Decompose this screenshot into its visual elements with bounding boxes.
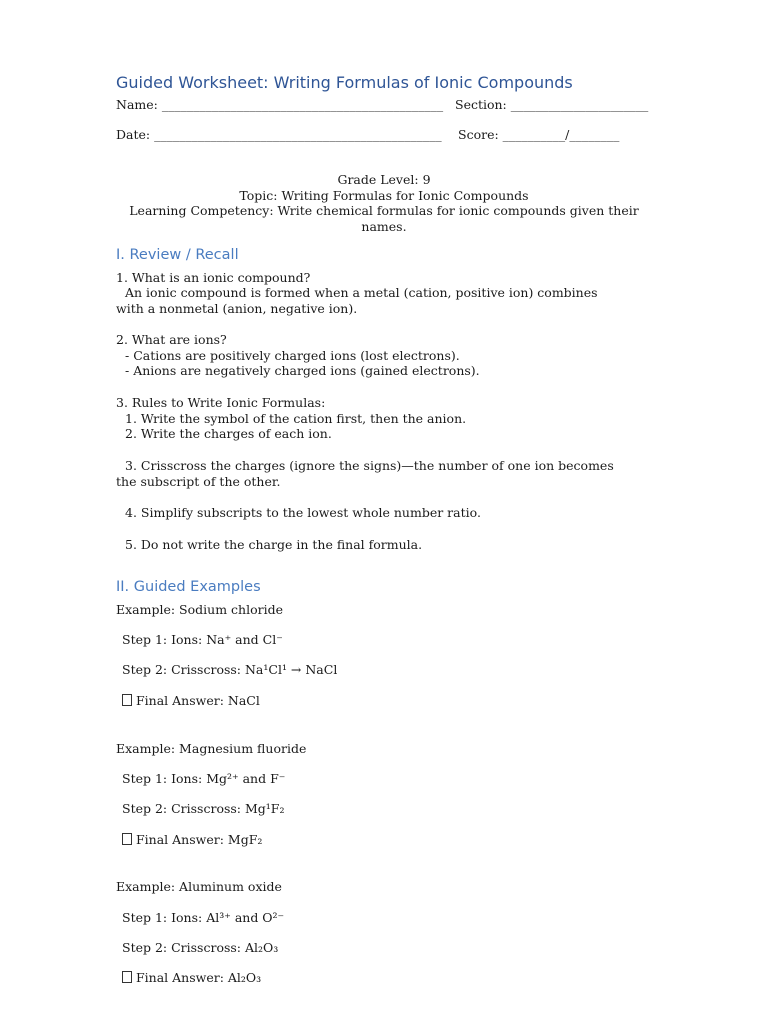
- example-step-2: Step 2: Crisscross: Mg¹F₂: [122, 801, 285, 816]
- example-step-1: Step 1: Ions: Mg²⁺ and F⁻: [122, 771, 286, 786]
- examples-heading: II. Guided Examples: [116, 579, 261, 595]
- example-final-answer: [122, 970, 261, 985]
- name-field: Name: _____________________________________________: [116, 97, 444, 112]
- example-step-1: Step 1: Ions: Na⁺ and Cl⁻: [122, 632, 283, 647]
- section-field: Section: ______________________: [455, 97, 649, 112]
- learning-competency: Learning Competency: Write chemical formulas for ionic compounds given their names.: [129, 203, 639, 234]
- example-title: Example: Magnesium fluoride: [116, 741, 307, 756]
- worksheet-title: Guided Worksheet: Writing Formulas of Ionic Compounds: [116, 73, 573, 92]
- anions-definition: - Anions are negatively charged ions (gained electrons).: [125, 363, 480, 378]
- final-answer-text: Final Answer: NaCl: [136, 693, 260, 708]
- rule-1: 1. Write the symbol of the cation first, then the anion.: [125, 411, 467, 426]
- checkbox-icon: [122, 971, 132, 983]
- review-question-1: 1. What is an ionic compound?: [116, 270, 311, 285]
- final-answer-text: Final Answer: Al₂O₃: [136, 970, 262, 985]
- review-question-3: 3. Rules to Write Ionic Formulas:: [116, 395, 326, 410]
- review-answer-1: An ionic compound is formed when a metal (cation, positive ion) combines with a nonmetal (anion, negative ion).: [116, 285, 598, 316]
- rule-4: 4. Simplify subscripts to the lowest whole number ratio.: [125, 505, 481, 520]
- rule-2: 2. Write the charges of each ion.: [125, 426, 332, 441]
- example-step-2: Step 2: Crisscross: Na¹Cl¹ → NaCl: [122, 662, 338, 677]
- final-answer-text: Final Answer: MgF₂: [136, 832, 263, 847]
- cations-definition: - Cations are positively charged ions (lost electrons).: [125, 348, 460, 363]
- worksheet-info: [116, 172, 652, 234]
- rule-5: 5. Do not write the charge in the final formula.: [125, 537, 423, 552]
- topic: Topic: Writing Formulas for Ionic Compounds: [239, 187, 529, 203]
- example-step-2: Step 2: Crisscross: Al₂O₃: [122, 940, 279, 955]
- example-title: Example: Aluminum oxide: [116, 879, 282, 894]
- rule-3: 3. Crisscross the charges (ignore the signs)—the number of one ion becomes the subscript of the other.: [116, 458, 614, 489]
- example-title: Example: Sodium chloride: [116, 602, 283, 617]
- example-final-answer: [122, 832, 262, 847]
- checkbox-icon: [122, 694, 132, 706]
- date-field: Date: ______________________________________________: [116, 127, 442, 142]
- checkbox-icon: [122, 833, 132, 845]
- example-final-answer: [122, 693, 260, 708]
- grade-level: Grade Level: 9: [337, 172, 431, 187]
- review-heading: I. Review / Recall: [116, 247, 239, 263]
- example-step-1: Step 1: Ions: Al³⁺ and O²⁻: [122, 910, 285, 925]
- score-field: Score: __________/________: [458, 127, 620, 142]
- review-question-2: 2. What are ions?: [116, 332, 227, 347]
